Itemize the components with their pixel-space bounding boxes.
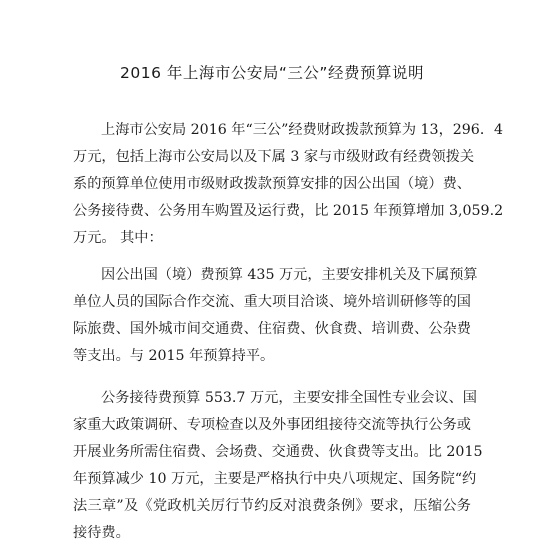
- text-line: 等支出。与 2015 年预算持平。: [73, 348, 275, 365]
- text-line: 接待费。: [73, 525, 130, 542]
- text-line: 际旅费、国外城市间交通费、住宿费、伙食费、培训费、公杂费: [73, 321, 471, 338]
- text-line: 系的预算单位使用市级财政拨款预算安排的因公出国（境）费、: [73, 176, 471, 193]
- paragraph-reception: [73, 385, 483, 548]
- text-line: 上海市公安局 2016 年“三公”经费财政拨款预算为 13，296．4: [101, 122, 504, 138]
- text-line: 公务接待费预算 553.7 万元，主要安排全国性专业会议、国: [101, 390, 477, 406]
- text-line: 万元。 其中：: [73, 230, 163, 247]
- text-line: 因公出国（境）费预算 435 万元，主要安排机关及下属预算: [101, 267, 478, 283]
- document-title: 2016 年上海市公安局“三公”经费预算说明: [120, 64, 424, 82]
- text-line: 法三章”及《党政机关厉行节约反对浪费条例》要求，压缩公务: [73, 498, 471, 515]
- text-line: 年预算减少 10 万元，主要是严格执行中央八项规定、国务院“约: [73, 471, 477, 488]
- text-line: 家重大政策调研、专项检查以及外事团组接待交流等执行公务或: [73, 417, 471, 434]
- paragraph-total-budget: [73, 117, 504, 252]
- text-line: 开展业务所需住宿费、会场费、交通费、伙食费等支出。比 2015: [73, 444, 483, 461]
- paragraph-overseas-travel: [73, 262, 478, 370]
- text-line: 公务接待费、公务用车购置及运行费，比 2015 年预算增加 3,059.2: [73, 203, 504, 220]
- text-line: 万元，包括上海市公安局以及下属 3 家与市级财政有经费领拨关: [73, 149, 475, 166]
- text-line: 单位人员的国际合作交流、重大项目洽谈、境外培训研修等的国: [73, 294, 471, 311]
